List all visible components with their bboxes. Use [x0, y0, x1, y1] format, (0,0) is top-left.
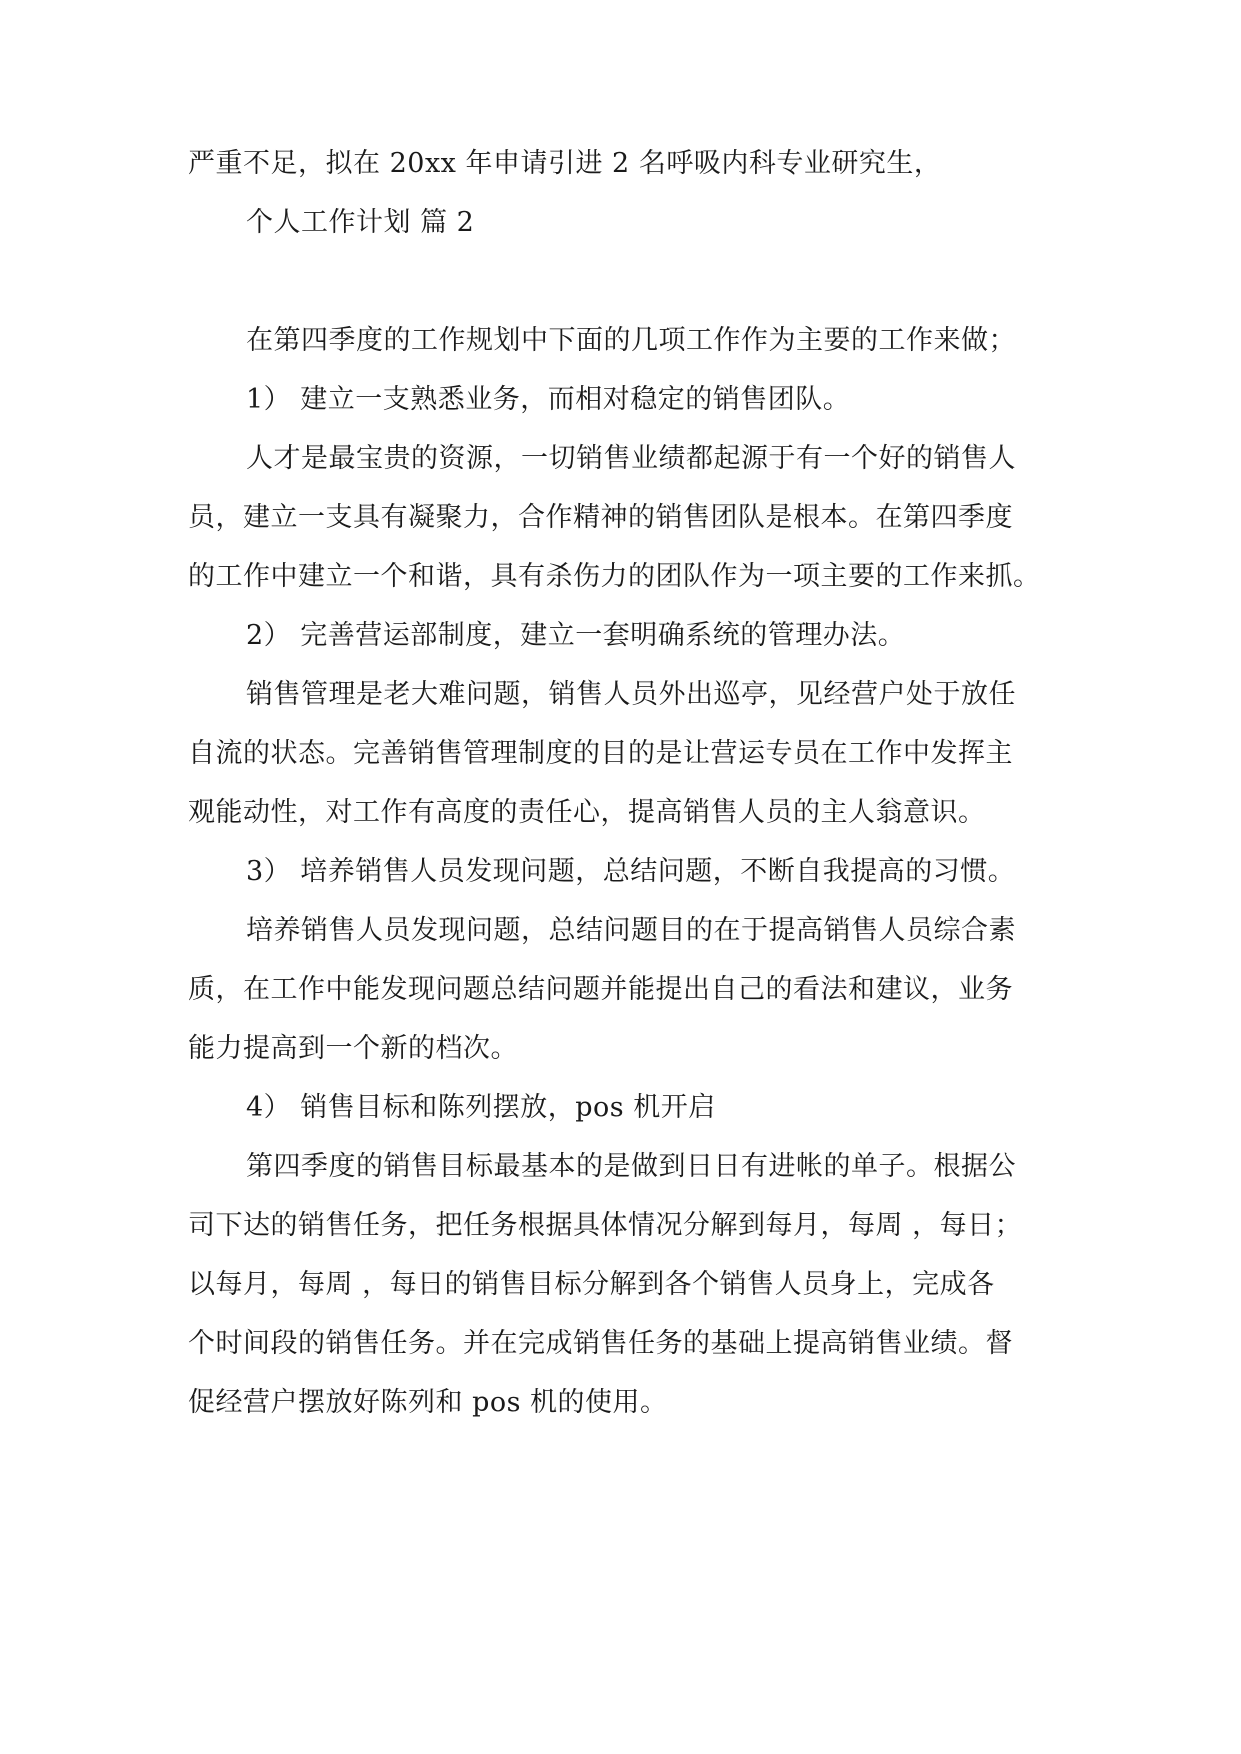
paragraph-line: 能力提高到一个新的档次。 [188, 1033, 518, 1064]
list-item-heading: 4） 销售目标和陈列摆放，pos 机开启 [246, 1092, 716, 1123]
paragraph-line: 观能动性，对工作有高度的责任心，提高销售人员的主人翁意识。 [188, 797, 986, 828]
paragraph-line: 个时间段的销售任务。并在完成销售任务的基础上提高销售业绩。督 [188, 1328, 1013, 1359]
paragraph-line: 第四季度的销售目标最基本的是做到日日有进帐的单子。根据公 [246, 1151, 1016, 1182]
list-item-heading: 3） 培养销售人员发现问题，总结问题，不断自我提高的习惯。 [246, 856, 1016, 887]
paragraph-line: 员，建立一支具有凝聚力，合作精神的销售团队是根本。在第四季度 [188, 502, 1013, 533]
section-heading: 个人工作计划 篇 2 [246, 207, 475, 238]
paragraph-line: 促经营户摆放好陈列和 pos 机的使用。 [188, 1387, 668, 1418]
paragraph-line: 以每月，每周 ，每日的销售目标分解到各个销售人员身上，完成各 [188, 1269, 995, 1300]
paragraph-line: 在第四季度的工作规划中下面的几项工作作为主要的工作来做； [246, 325, 1016, 356]
paragraph-line: 司下达的销售任务，把任务根据具体情况分解到每月，每周 ，每日； [188, 1210, 1023, 1241]
paragraph-line: 自流的状态。完善销售管理制度的目的是让营运专员在工作中发挥主 [188, 738, 1013, 769]
paragraph-line: 销售管理是老大难问题，销售人员外出巡亭，见经营户处于放任 [246, 679, 1016, 710]
paragraph-line: 人才是最宝贵的资源，一切销售业绩都起源于有一个好的销售人 [246, 443, 1016, 474]
paragraph-line: 严重不足，拟在 20xx 年申请引进 2 名呼吸内科专业研究生， [188, 148, 942, 179]
list-item-heading: 1） 建立一支熟悉业务，而相对稳定的销售团队。 [246, 384, 851, 415]
paragraph-line: 质，在工作中能发现问题总结问题并能提出自己的看法和建议，业务 [188, 974, 1013, 1005]
paragraph-line: 培养销售人员发现问题，总结问题目的在于提高销售人员综合素 [246, 915, 1016, 946]
paragraph-line: 的工作中建立一个和谐，具有杀伤力的团队作为一项主要的工作来抓。 [188, 561, 1041, 592]
list-item-heading: 2） 完善营运部制度，建立一套明确系统的管理办法。 [246, 620, 906, 651]
